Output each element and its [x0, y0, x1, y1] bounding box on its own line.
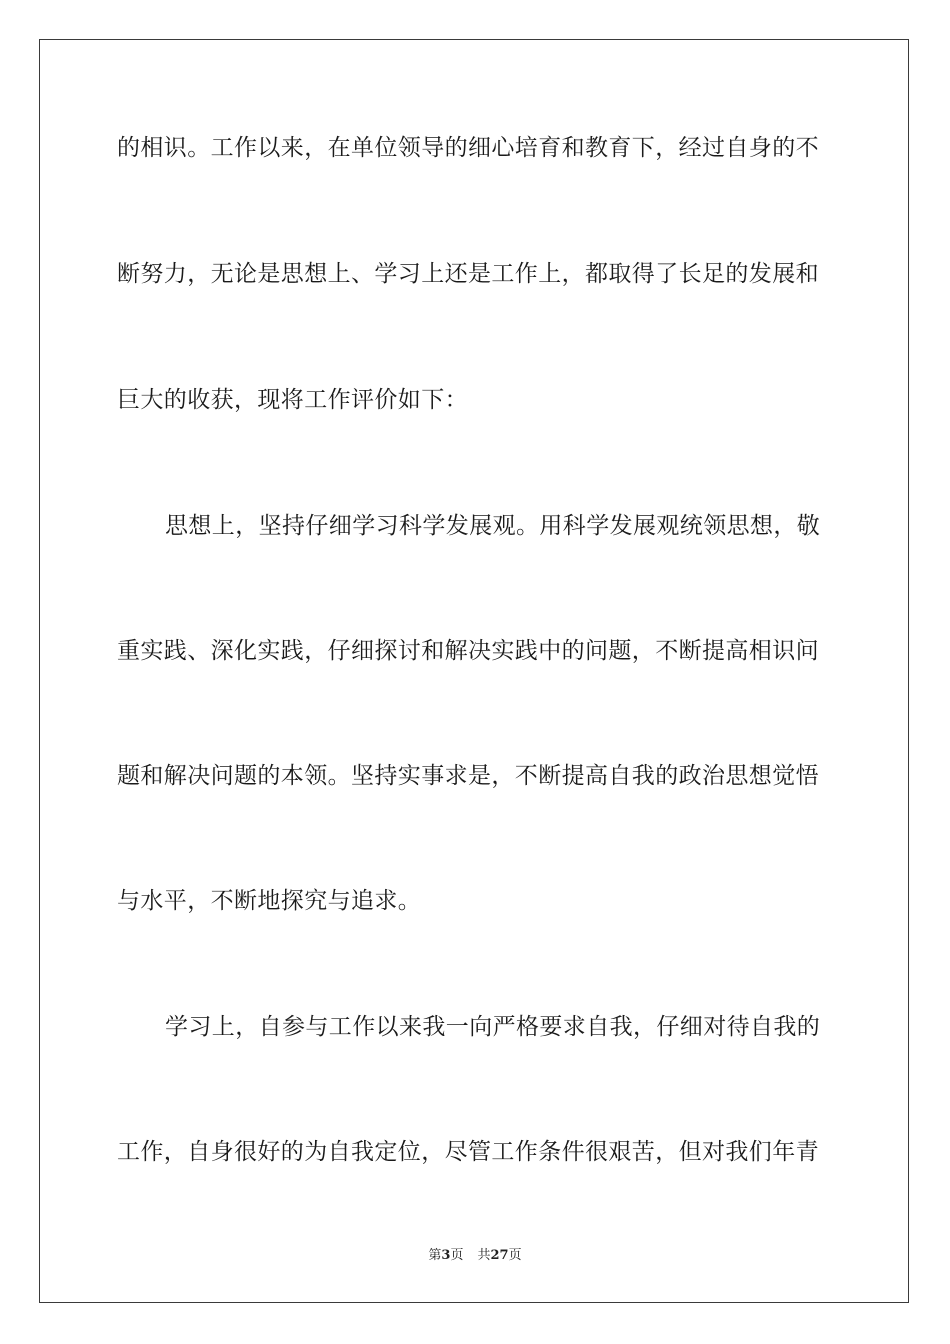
- page-footer: [0, 1247, 950, 1265]
- page-border: [39, 39, 909, 1303]
- total-label-prefix: 共: [477, 1248, 491, 1263]
- body-text-line: 的相识。工作以来，在单位领导的细心培育和教育下，经过自身的不: [117, 135, 819, 161]
- page-label-prefix: 第: [428, 1248, 442, 1263]
- body-text-line: 工作，自身很好的为自我定位，尽管工作条件很艰苦，但对我们年青: [117, 1139, 819, 1165]
- page-label-suffix: 页: [450, 1248, 464, 1263]
- body-text-line: 与水平，不断地探究与追求。: [117, 888, 422, 914]
- body-text-line: 重实践、深化实践，仔细探讨和解决实践中的问题，不断提高相识问: [117, 638, 819, 664]
- paragraph-first-line: 思想上，坚持仔细学习科学发展观。用科学发展观统领思想，敬: [165, 513, 821, 539]
- total-label-suffix: 页: [508, 1248, 522, 1263]
- body-text-line: 断努力，无论是思想上、学习上还是工作上，都取得了长足的发展和: [117, 261, 819, 287]
- body-text-line: 巨大的收获，现将工作评价如下：: [117, 387, 468, 413]
- body-text-line: 题和解决问题的本领。坚持实事求是，不断提高自我的政治思想觉悟: [117, 763, 819, 789]
- paragraph-first-line: 学习上，自参与工作以来我一向严格要求自我，仔细对待自我的: [165, 1014, 821, 1040]
- total-pages: 27: [490, 1248, 509, 1263]
- page-number: 3: [441, 1248, 451, 1263]
